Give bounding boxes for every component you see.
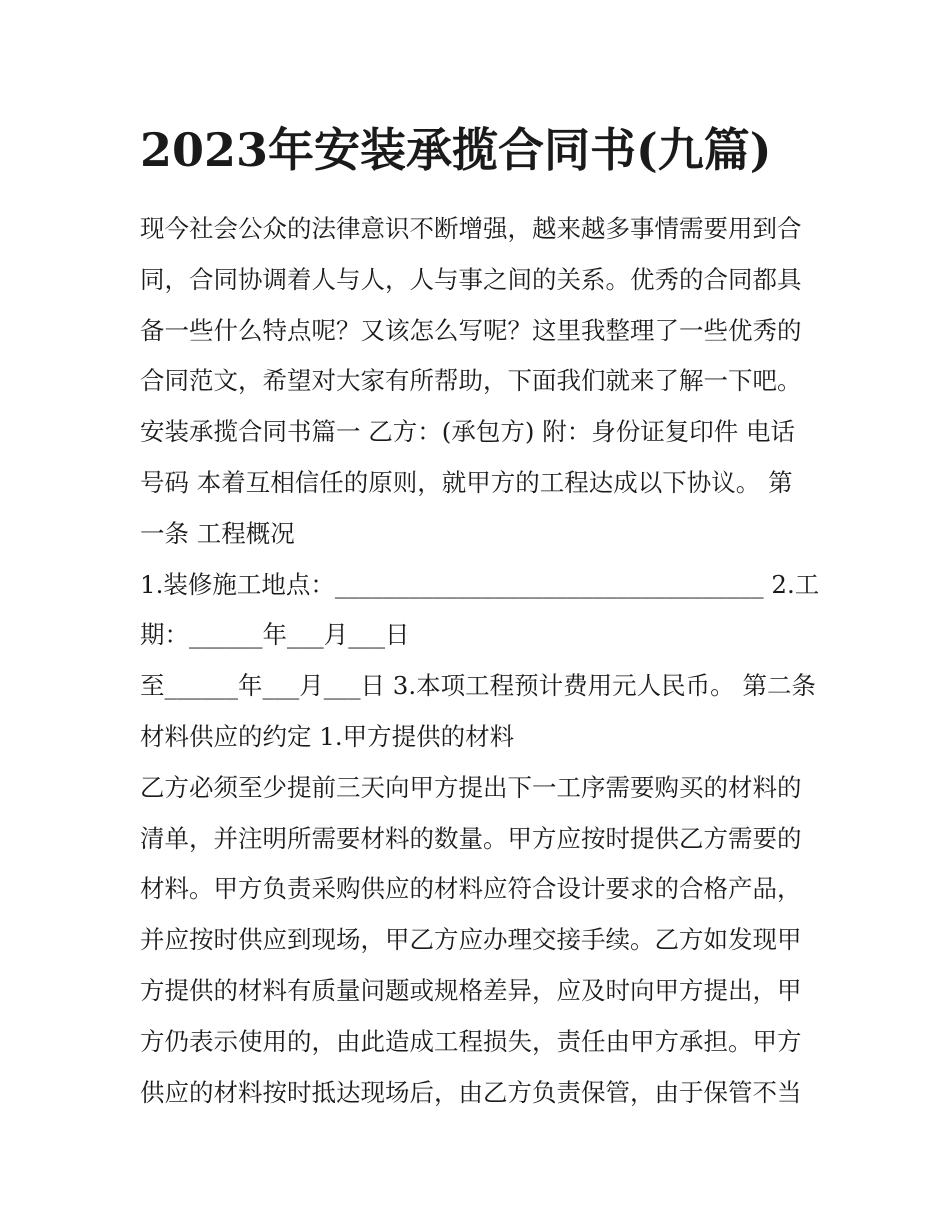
body-line: 至______年___月___日 3.本项工程预计费用元人民币。 第二条: [140, 671, 816, 701]
body-line: 备一些什么特点呢？又该怎么写呢？这里我整理了一些优秀的: [140, 315, 802, 345]
body-line: 期：______年___月___日: [140, 620, 410, 650]
body-line: 供应的材料按时抵达现场后，由乙方负责保管，由于保管不当: [140, 1077, 802, 1107]
body-line: 材料。甲方负责采购供应的材料应符合设计要求的合格产品，: [140, 874, 802, 904]
body-line: 合同范文，希望对大家有所帮助，下面我们就来了解一下吧。: [140, 366, 802, 396]
body-line: 号码 本着互相信任的原则，就甲方的工程达成以下协议。 第: [140, 467, 793, 497]
body-line: 方提供的材料有质量问题或规格差异，应及时向甲方提出，甲: [140, 975, 802, 1005]
body-line: 并应按时供应到现场，甲乙方应办理交接手续。乙方如发现甲: [140, 925, 802, 955]
body-line: 同，合同协调着人与人，人与事之间的关系。优秀的合同都具: [140, 264, 802, 294]
body-line: 材料供应的约定 1.甲方提供的材料: [140, 721, 515, 751]
body-line: 乙方必须至少提前三天向甲方提出下一工序需要购买的材料的: [140, 772, 802, 802]
body-line: 现今社会公众的法律意识不断增强，越来越多事情需要用到合: [140, 214, 802, 243]
body-line: 1.装修施工地点：___________________________________ 2.工: [140, 569, 820, 599]
body-line: 安装承揽合同书篇一 乙方：(承包方) 附：身份证复印件 电话: [140, 417, 795, 447]
document-title: 2023年安装承揽合同书(九篇): [140, 123, 772, 177]
body-line: 方仍表示使用的，由此造成工程损失，责任由甲方承担。甲方: [140, 1026, 802, 1056]
document-page: [140, 118, 820, 1118]
body-line: 一条 工程概况: [140, 518, 295, 548]
document-body: [140, 204, 820, 1118]
body-line: 清单，并注明所需要材料的数量。甲方应按时提供乙方需要的: [140, 823, 802, 853]
